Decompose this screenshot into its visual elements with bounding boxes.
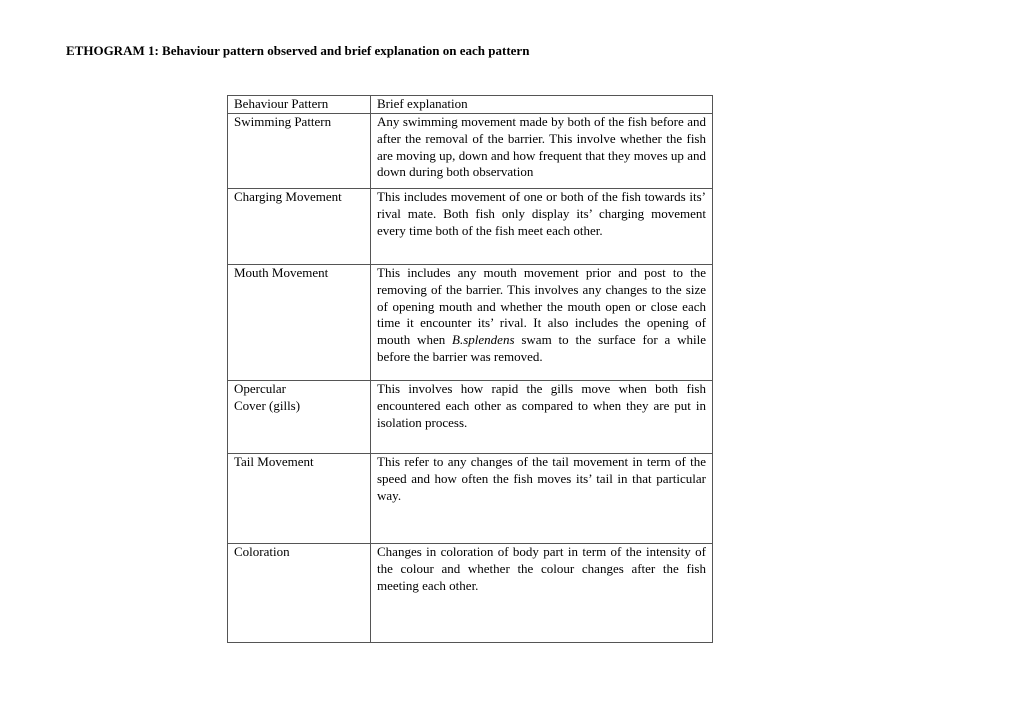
table-header-row — [228, 96, 713, 114]
ethogram-table — [227, 95, 713, 643]
pattern-cell: Charging Movement — [228, 189, 371, 265]
table-row — [228, 454, 713, 544]
table-row — [228, 114, 713, 189]
explanation-cell: This involves how rapid the gills move when both fish encountered each other as compared to when they are put in isolation process. — [371, 381, 713, 454]
pattern-line: Opercular — [234, 381, 286, 396]
table-row — [228, 381, 713, 454]
species-name: B.splendens — [452, 332, 515, 348]
explanation-cell: Changes in coloration of body part in term of the intensity of the colour and whether the colour changes after the fish meeting each other. — [371, 544, 713, 643]
explanation-text: This includes any mouth movement prior and post to the removing of the barrier. This involves any changes to the size of opening mouth and whether the mouth open or close each time it encounter its’ rival. It also includes the opening of mouth when — [377, 265, 706, 348]
column-header-behaviour-pattern: Behaviour Pattern — [228, 96, 371, 114]
explanation-cell: This includes movement of one or both of the fish towards its’ rival mate. Both fish only display its’ charging movement every time both of the fish meet each other. — [371, 189, 713, 265]
pattern-cell: Tail Movement — [228, 454, 371, 544]
pattern-cell — [228, 381, 371, 454]
explanation-cell — [371, 265, 713, 381]
pattern-cell: Swimming Pattern — [228, 114, 371, 189]
table-row — [228, 265, 713, 381]
explanation-text: swam to the surface for a while before the barrier was removed. — [377, 332, 706, 364]
column-header-brief-explanation: Brief explanation — [371, 96, 713, 114]
pattern-cell: Coloration — [228, 544, 371, 643]
explanation-cell: This refer to any changes of the tail movement in term of the speed and how often the fish moves its’ tail in that particular way. — [371, 454, 713, 544]
table-row — [228, 544, 713, 643]
document-heading: ETHOGRAM 1: Behaviour pattern observed and brief explanation on each pattern — [66, 43, 530, 58]
explanation-cell: Any swimming movement made by both of the fish before and after the removal of the barrier. This involve whether the fish are moving up, down and how frequent that they moves up and down during both observation — [371, 114, 713, 189]
table-row — [228, 189, 713, 265]
pattern-line: Cover (gills) — [234, 397, 301, 413]
pattern-cell: Mouth Movement — [228, 265, 371, 381]
